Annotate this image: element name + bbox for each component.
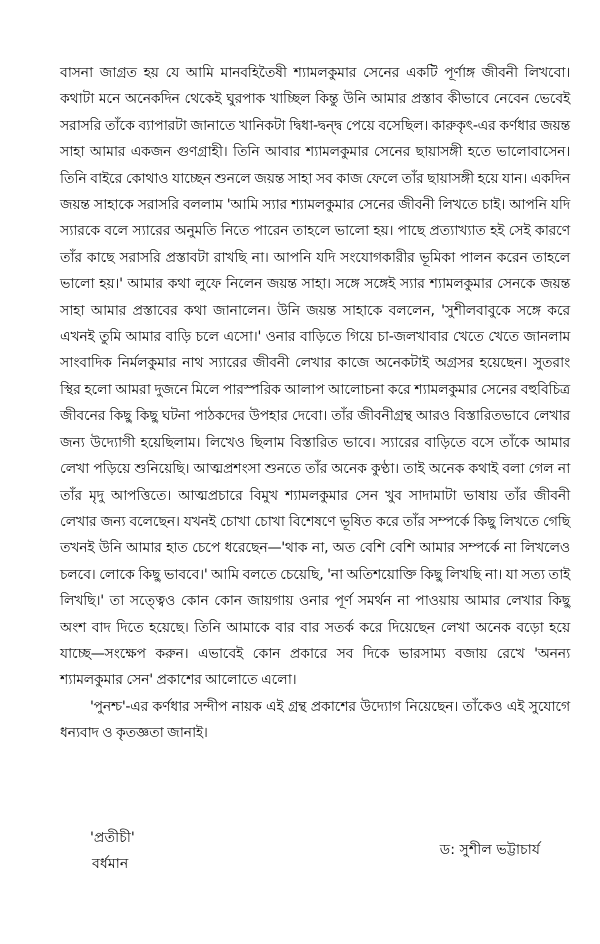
paragraph-2: 'পুনশ্চ'-এর কর্ণধার সন্দীপ নায়ক এই গ্রন্থ প্রকাশের উদ্যোগ নিয়েছেন। তাঁকেও এই সুযোগে ধন্যবাদ ও কৃতজ্ঞতা জানাই। xyxy=(60,698,570,742)
paragraph-1: বাসনা জাগ্রত হয় যে আমি মানবহিতৈষী শ্যামলকুমার সেনের একটি পূর্ণাঙ্গ জীবনী লিখবো। কথাটা মনে অনেকদিন থেকেই ঘুরপাক খাচ্ছিল কিন্তু উনি আমার প্রস্তাব কীভাবে নেবেন ভেবেই সরাসরি তাঁকে ব্যাপারটা জানাতে খানিকটা দ্বিধা-দ্বন্দ্ব পেয়ে বসেছিল। কারুকৃৎ-এর কর্ণধার জয়ন্ত সাহা আমার একজন গুণগ্রাহী। তিনি আবার শ্যামলকুমার সেনের ছায়াসঙ্গী হতে ভালোবাসেন। তিনি বাইরে কোথাও যাচ্ছেন শুনলে জয়ন্ত সাহা সব কাজ ফেলে তাঁর ছায়াসঙ্গী হয়ে যান। একদিন জয়ন্ত সাহাকে সরাসরি বললাম 'আমি স্যার শ্যামলকুমার সেনের জীবনী লিখতে চাই। আপনি যদি স্যারকে বলে স্যারের অনুমতি নিতে পারেন তাহলে ভালো হয়। পাছে প্রত্যাখ্যাত হই সেই কারণে তাঁর কাছে সরাসরি প্রস্তাবটা রাখছি না। আপনি যদি সংযোগকারীর ভূমিকা পালন করেন তাহলে ভালো হয়।' আমার কথা লুফে নিলেন জয়ন্ত সাহা। সঙ্গে সঙ্গেই স্যার শ্যামলকুমার সেনকে জয়ন্ত সাহা আমার প্রস্তাবের কথা জানালেন। উনি জয়ন্ত সাহাকে বললেন, 'সুশীলবাবুকে সঙ্গে করে এখনই তুমি আমার বাড়ি চলে এসো।' ওনার বাড়িতে গিয়ে চা-জলখাবার খেতে খেতে জানলাম সাংবাদিক নির্মলকুমার নাথ স্যারের জীবনী লেখার কাজে অনেকটাই অগ্রসর হয়েছেন। সুতরাং স্থির হলো আমরা দুজনে মিলে পারস্পরিক আলাপ আলোচনা করে শ্যামলকুমার সেনের বহুবিচিত্র জীবনের কিছু কিছু ঘটনা পাঠকদের উপহার দেবো। তাঁর জীবনীগ্রন্থ আরও বিস্তারিতভাবে লেখার জন্য উদ্যোগী হয়েছিলাম। লিখেও ছিলাম বিস্তারিত ভাবে। স্যারের বাড়িতে বসে তাঁকে আমার লেখা পড়িয়ে শুনিয়েছি। আত্মপ্রশংসা শুনতে তাঁর অনেক কুণ্ঠা। তাই অনেক কথাই বলা গেল না তাঁর মৃদু আপত্তিতে। আত্মপ্রচারে বিমুখ শ্যামলকুমার সেন খুব সাদামাটা ভাষায় তাঁর জীবনী লেখার জন্য বলেছেন। যখনই চোখা চোখা বিশেষণে ভূষিত করে তাঁর সম্পর্কে কিছু লিখতে গেছি তখনই উনি আমার হাত চেপে ধরেছেন—'থাক না, অত বেশি বেশি আমার সম্পর্কে না লিখলেও চলবে। লোকে কিছু ভাববে।' আমি বলতে চেয়েছি, 'না অতিশয়োক্তি কিছু লিখছি না। যা সত্য তাই লিখছি।' তা সত্ত্বেও কোন কোন জায়গায় ওনার পূর্ণ সমর্থন না পাওয়ায় আমার লেখার কিছু অংশ বাদ দিতে হয়েছে। তিনি আমাকে বার বার সতর্ক করে দিয়েছেন লেখা অনেক বড়ো হয়ে যাচ্ছে—সংক্ষেপ করুন। এভাবেই কোন প্রকারে সব দিকে ভারসাম্য বজায় রেখে 'অনন্য শ্যামলকুমার সেন' প্রকাশের আলোতে এলো। xyxy=(60,65,570,689)
author-name: ড: সুশীল ভট্টাচার্য xyxy=(439,842,540,858)
place-city: বর্ধমান xyxy=(92,856,129,872)
preface-body xyxy=(60,60,570,747)
place-name: 'প্রতীচী' xyxy=(90,830,135,846)
place-block xyxy=(90,825,135,877)
